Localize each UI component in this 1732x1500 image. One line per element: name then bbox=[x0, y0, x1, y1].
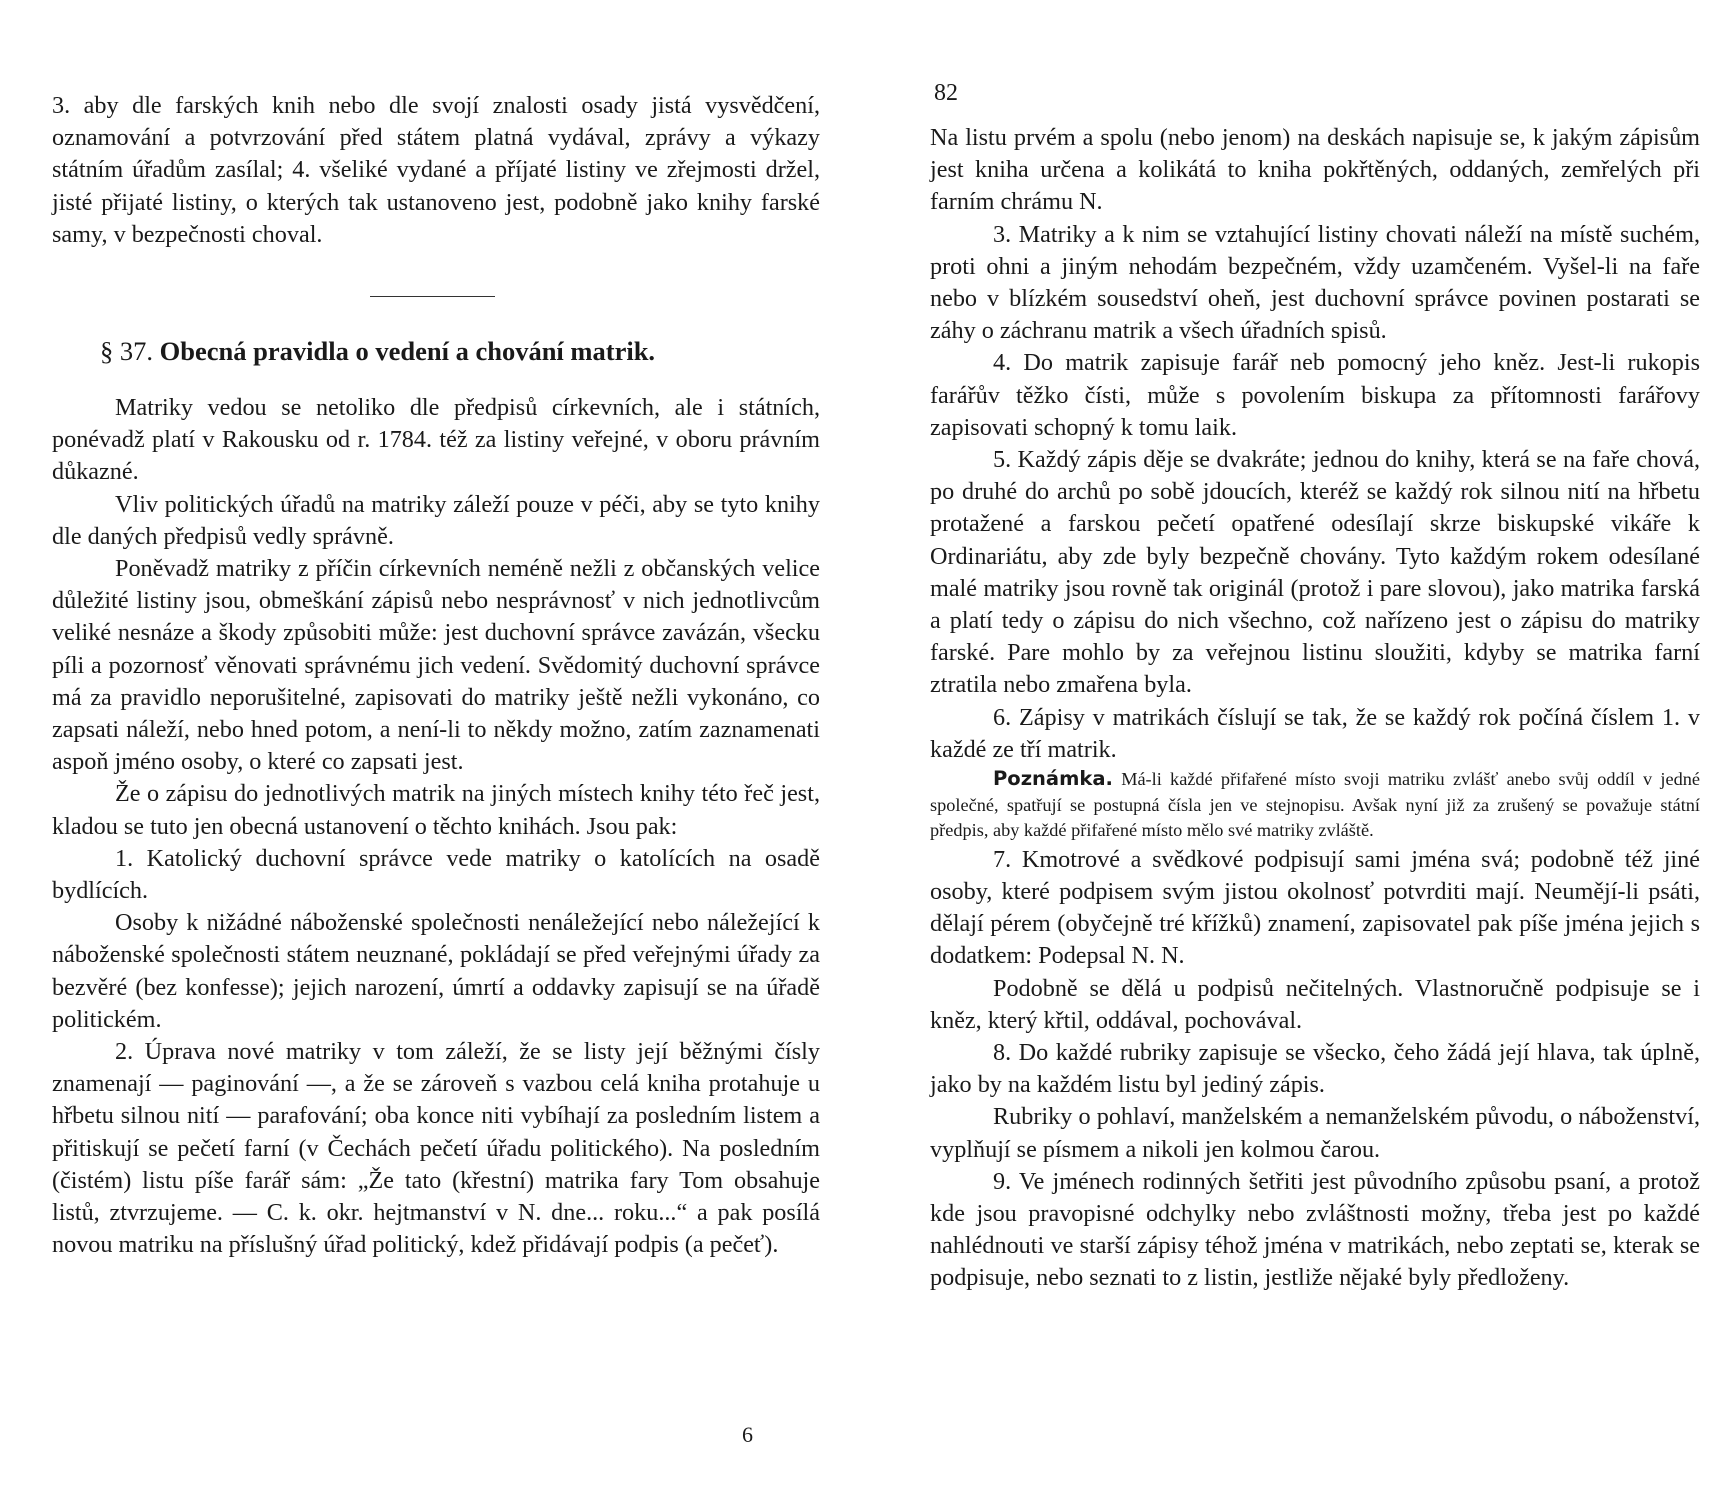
folio-mark: 6 bbox=[742, 1422, 753, 1447]
right-body-paragraph: 5. Každý zápis děje se dvakráte; jednou do knihy, která se na faře chová, po druhé do archů po sobě jdoucích, kteréž se každý rok silnou nití na hřbetu protažené a farskou pečetí opatřené odesílají skrze biskupské vikáře k Ordinariátu, aby zde byly bezpečně chovány. Tyto každým rokem odesílané malé matriky jsou rovně tak originál (protož i pare slovou), jako matrika farská a platí tedy o zápisu do nich všechno, což nařízeno jest o zápisu do matriky farské. Pare mohlo by za veřejnou listinu sloužiti, kdyby se matrika farní ztratila nebo zmařena byla. bbox=[930, 446, 1700, 699]
right-body-paragraph: Rubriky o pohlaví, manželském a nemanželském původu, o náboženství, vyplňují se písmem a nikoli jen kolmou čarou. bbox=[930, 1103, 1700, 1163]
section-number: § 37. bbox=[100, 336, 153, 366]
left-body-text bbox=[52, 392, 820, 1261]
right-page bbox=[930, 0, 1700, 1500]
section-heading bbox=[100, 334, 820, 368]
right-body-paragraph: 8. Do každé rubriky zapisuje se všecko, čeho žádá její hlava, tak úplně, jako by na každém listu byl jediný zápis. bbox=[930, 1039, 1700, 1099]
right-body-paragraph: Na listu prvém a spolu (nebo jenom) na deskách napisuje se, k jakým zápisům jest kniha určena a kolikátá to kniha pokřtěných, oddaných, zemřelých při farním chrámu N. bbox=[930, 124, 1700, 216]
left-body-paragraph: Poněvadž matriky z příčin církevních neméně nežli z občanských velice důležité listiny jsou, obmeškání zápisů nebo nesprávnosť v nich jednotlivcům veliké nesnáze a škody způsobiti může: jest duchovní správce zavázán, všecku píli a pozornosť věnovati správnému jich vedení. Svědomitý duchovní správce má za pravidlo neporušitelné, zapisovati do matriky ještě nežli vykonáno, co zapsati náleží, nebo hned potom, a není-li to někdy možno, zatím zaznamenati aspoň jméno osoby, o které co zapsati jest. bbox=[52, 555, 820, 776]
left-body-paragraph: 2. Úprava nové matriky v tom záleží, že se listy její běžnými čísly znamenají — paginování —, a že se zároveň s vazbou celá kniha protahuje u hřbetu silnou nití — parafování; oba konce niti vybíhají za posledním listem a přitiskují se pečetí farní (v Čechách pečetí úřadu politického). Na posledním (čistém) listu píše farář sám: „Že tato (křestní) matrika fary Tom obsahuje listů, ztvrzujeme. — C. k. okr. hejtmanství v N. dne... roku...“ a pak posílá novou matriku na příslušný úřad politický, kdež přidávají podpis (a pečeť). bbox=[52, 1038, 820, 1259]
left-body-paragraph: Vliv politických úřadů na matriky záleží pouze v péči, aby se tyto knihy dle daných předpisů vedly správně. bbox=[52, 490, 820, 550]
right-body-paragraph: 4. Do matrik zapisuje farář neb pomocný jeho kněz. Jest-li rukopis farářův těžko čísti, může s povolením biskupa za přítomnosti farářovy zapisovati schopný k tomu laik. bbox=[930, 349, 1700, 441]
left-intro-paragraph: 3. aby dle farských knih nebo dle svojí znalosti osady jistá vysvědčení, oznamování a potvrzování před státem platná vydával, zprávy a výkazy státním úřadům zasílal; 4. všeliké vydané a příjaté listiny ve zřejmosti držel, jisté přijaté listiny, o kterých tak ustanoveno jest, podobně jako knihy farské samy, v bezpečnosti choval. bbox=[52, 92, 820, 248]
right-body-paragraph: 3. Matriky a k nim se vztahující listiny chovati náleží na místě suchém, proti ohni a jiným nehodám bezpečném, vždy uzamčeném. Vyšel-li na faře nebo v blízkém sousedství oheň, jest duchovní správce povinen postarati se záhy o záchranu matrik a všech úřadních spisů. bbox=[930, 220, 1700, 345]
left-body-paragraph: Matriky vedou se netoliko dle předpisů církevních, ale i státních, ponévadž platí v Rakousku od r. 1784. též za listiny veřejné, v oboru právním důkazné. bbox=[52, 394, 820, 486]
right-body-paragraph: 9. Ve jménech rodinných šetřiti jest původního způsobu psaní, a protož kde jsou pravopisné odchylky nebo zvláštnosti možny, třeba jest po každé nahlédnouti ve starší zápisy téhož jména v matrikách, nebo zeptati se, kterak se podpisuje, nebo seznati to z listin, jestliže nějaké byly předloženy. bbox=[930, 1167, 1700, 1292]
right-body-paragraph: 7. Kmotrové a svědkové podpisují sami jména svá; podobně též jiné osoby, které podpisem svým jistou okolnosť potvrditi mají. Neumějí-li psáti, dělají pérem (obyčejně tré křížků) znamení, zapisovatel pak píše jména jejich s dodatkem: Podepsal N. N. bbox=[930, 845, 1700, 970]
right-body-text bbox=[930, 122, 1700, 1295]
section-divider bbox=[370, 296, 495, 297]
page-number: 82 bbox=[934, 80, 958, 106]
left-intro-text bbox=[52, 90, 820, 251]
note-label: Poznámka. bbox=[993, 767, 1113, 791]
left-body-paragraph: Osoby k nižádné náboženské společnosti nenáležející nebo náležející k náboženské společnosti státem neuznané, pokládají se před veřejnými úřady za bezvěré (bez konfesse); jejich narození, úmrtí a oddavky zapisují se na úřadě politickém. bbox=[52, 909, 820, 1033]
section-title: Obecná pravidla o vedení a chování matrik. bbox=[159, 336, 656, 366]
note-paragraph: Poznámka. Má-li každé přifařené místo svoji matriku zvlášť anebo svůj oddíl v jedné společné, spatřují se postupná čísla jen ve stejnopisu. Avšak nyní již za zrušený se považuje státní předpis, aby každé přifařené místo mělo své matriky zvláště. bbox=[930, 767, 1700, 841]
right-body-paragraph: Podobně se dělá u podpisů nečitelných. Vlastnoručně podpisuje se i kněz, který křtil, oddával, pochovával. bbox=[930, 974, 1700, 1034]
left-body-paragraph: 1. Katolický duchovní správce vede matriky o katolících na osadě bydlících. bbox=[52, 844, 820, 905]
left-body-paragraph: Že o zápisu do jednotlivých matrik na jiných místech knihy této řeč jest, kladou se tuto jen obecná ustanovení o těchto knihách. Jsou pak: bbox=[52, 780, 820, 840]
left-page bbox=[52, 0, 820, 1500]
right-body-paragraph: 6. Zápisy v matrikách číslují se tak, že se každý rok počíná číslem 1. v každé ze tří matrik. bbox=[930, 703, 1700, 763]
